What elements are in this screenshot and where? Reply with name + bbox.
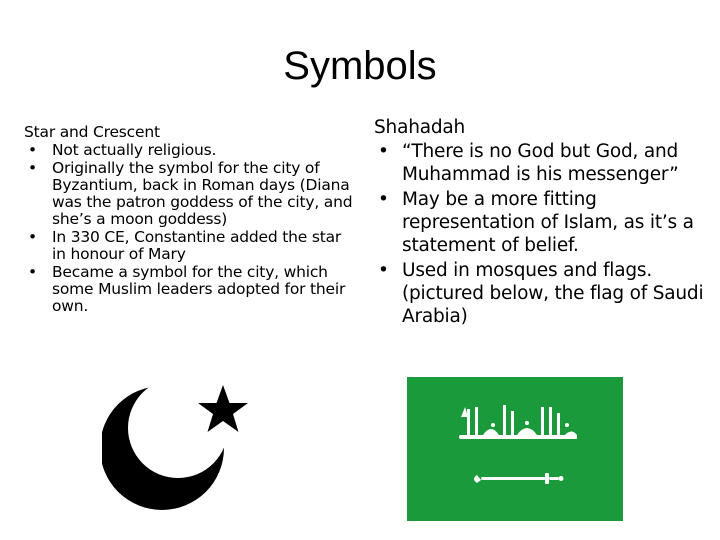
list-item: • Used in mosques and flags. (pictured below, the flag of Saudi Arabia)	[374, 259, 704, 328]
star-crescent-heading: Star and Crescent	[24, 123, 160, 141]
shahadah-bullets	[374, 140, 704, 328]
slide-title: Symbols	[283, 44, 437, 88]
list-item: • Not actually religious.	[24, 142, 354, 159]
shahadah-heading: Shahadah	[374, 117, 466, 138]
list-item: • May be a more fitting representation of Islam, as it’s a statement of belief.	[374, 188, 704, 257]
shahadah-column	[374, 116, 704, 330]
star-crescent-bullets	[24, 142, 354, 315]
star-and-crescent-icon	[102, 380, 252, 510]
list-item: • Originally the symbol for the city of Byzantium, back in Roman days (Diana was the patron goddess of the city, and she’s a moon goddess)	[24, 160, 354, 228]
saudi-arabia-flag	[407, 377, 623, 521]
list-item: • “There is no God but God, and Muhammad is his messenger”	[374, 140, 704, 186]
list-item: • In 330 CE, Constantine added the star in honour of Mary	[24, 229, 354, 263]
star-crescent-column	[24, 124, 354, 316]
list-item: • Became a symbol for the city, which some Muslim leaders adopted for their own.	[24, 264, 354, 315]
